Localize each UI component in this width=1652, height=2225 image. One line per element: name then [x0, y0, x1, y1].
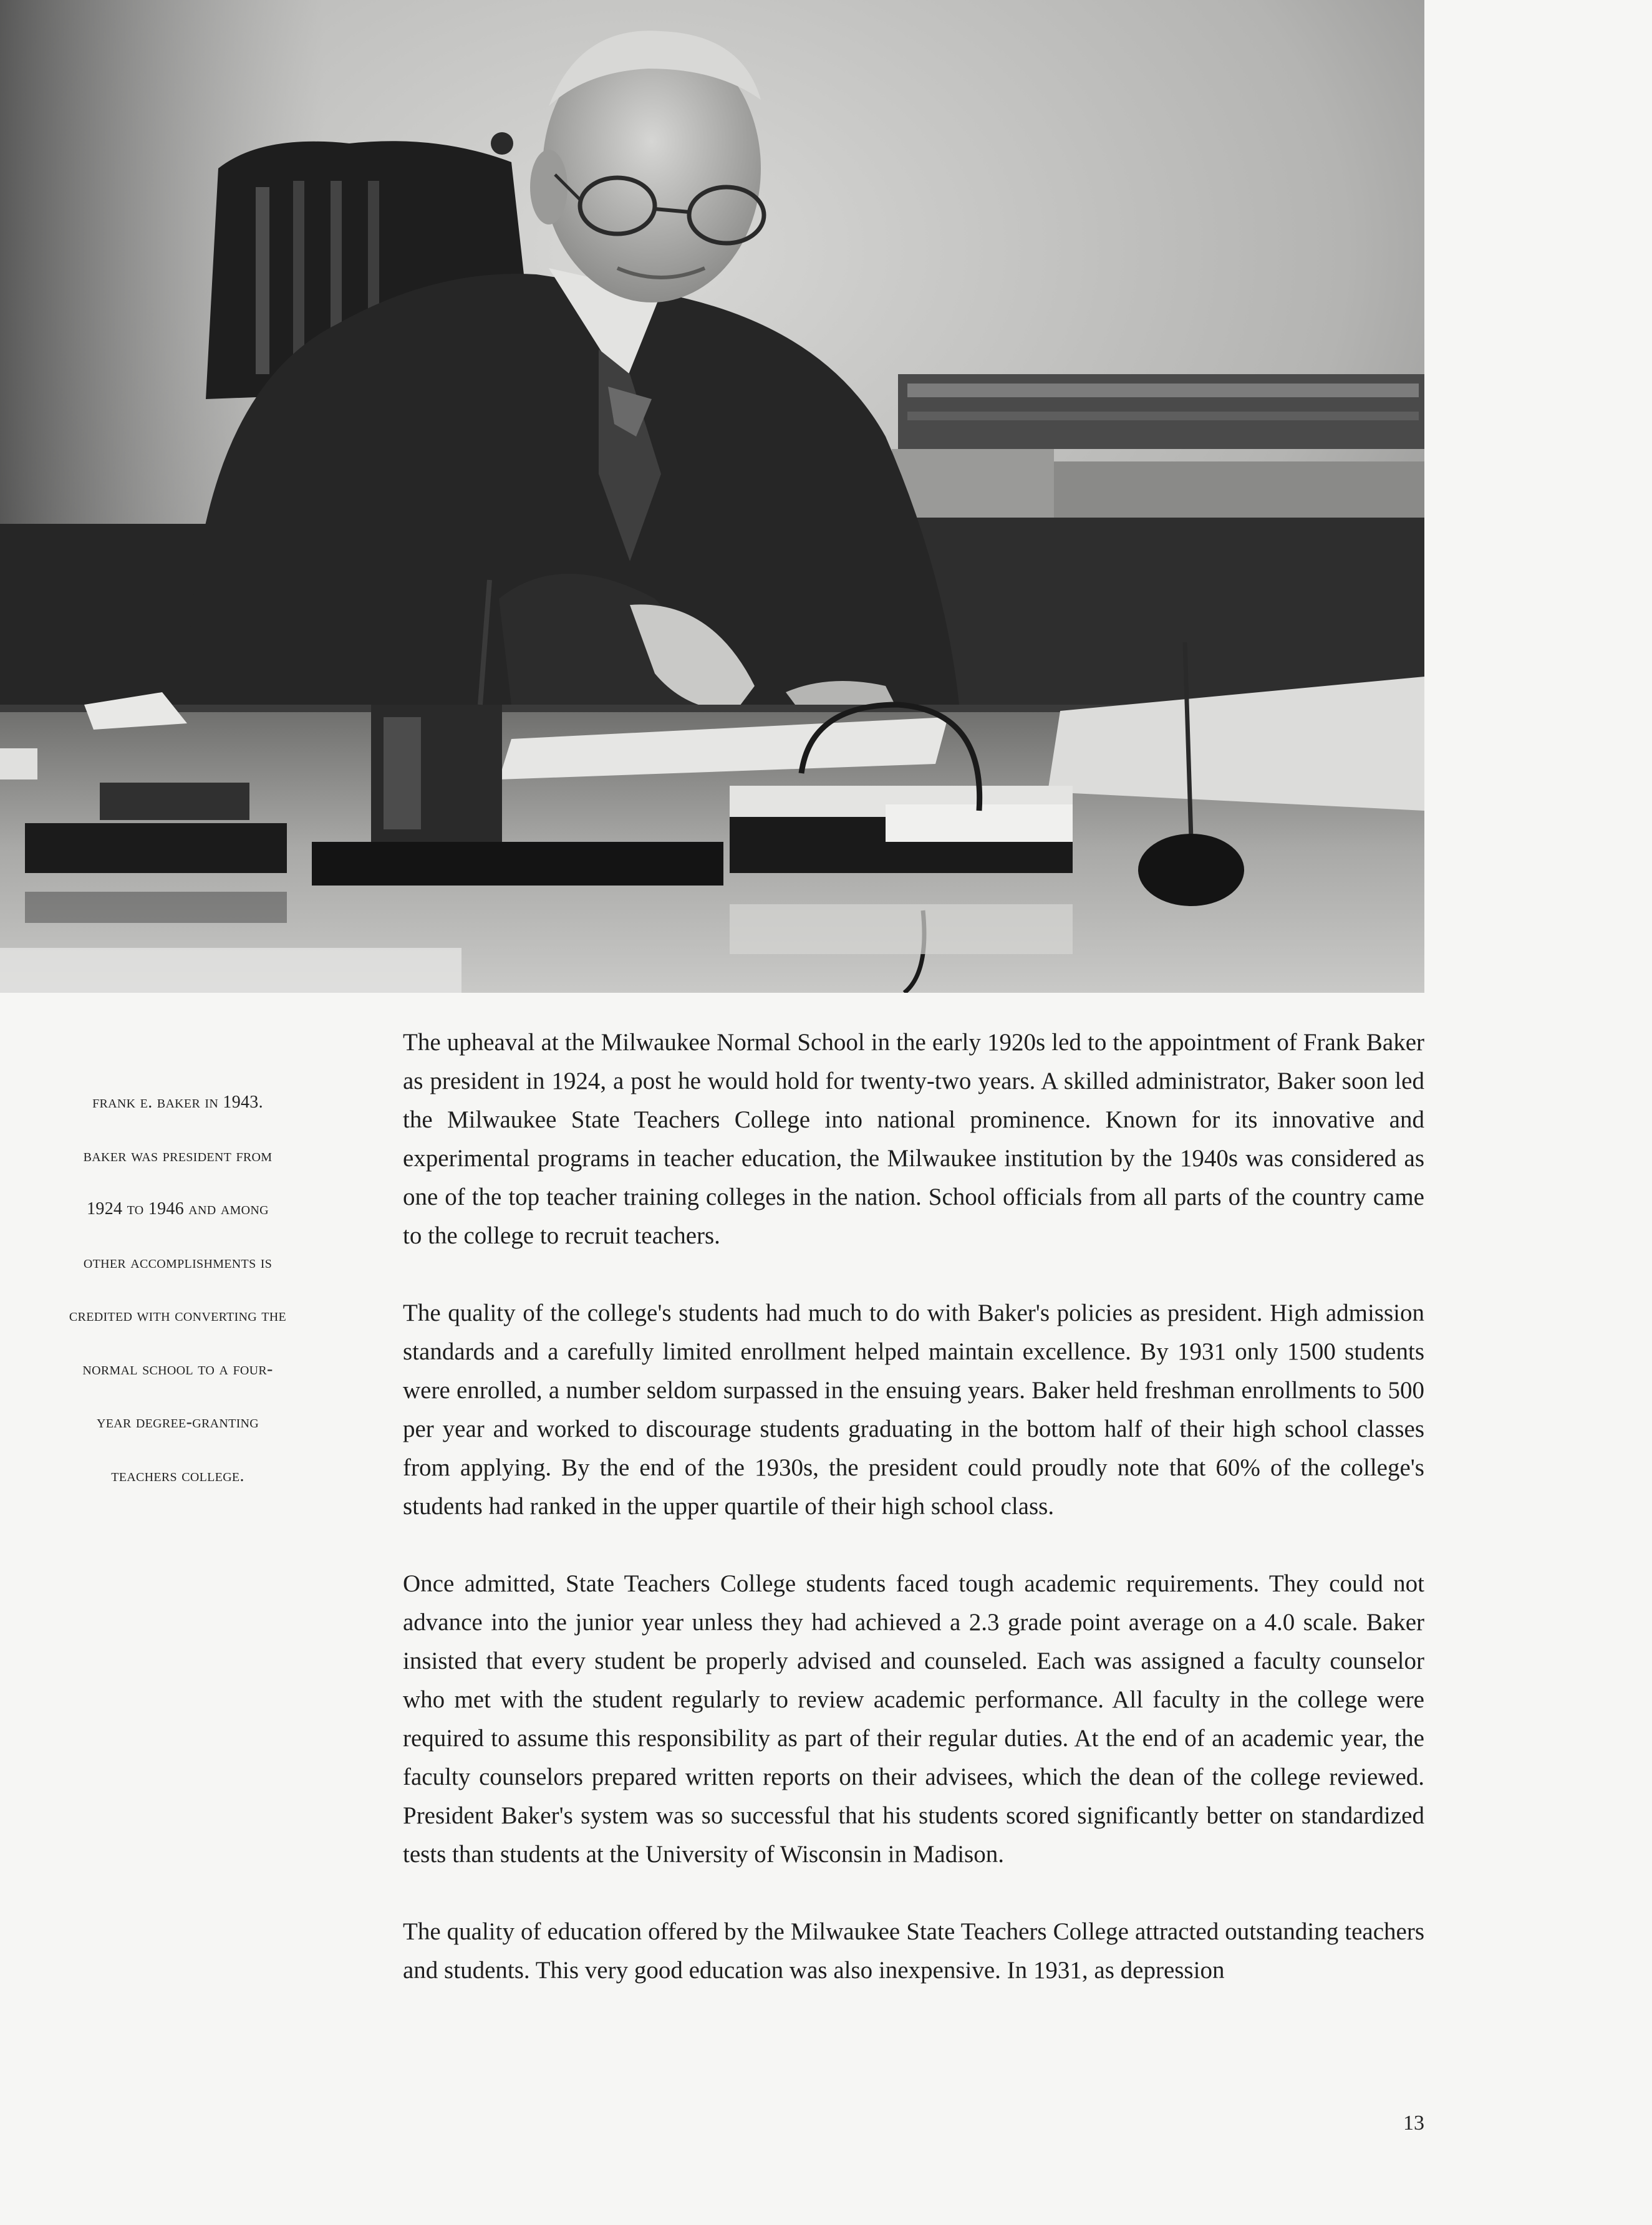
caption-line: normal school to a four-	[82, 1359, 273, 1379]
caption-line: baker was president from	[83, 1146, 273, 1166]
caption-line: year degree-granting	[96, 1412, 259, 1432]
caption-line: 1924 to 1946 and among	[87, 1199, 269, 1219]
caption-line: teachers college.	[111, 1465, 244, 1485]
photo-caption	[37, 1076, 318, 1502]
body-paragraph: The quality of the college's students had much to do with Baker's policies as president. High admission standards and a carefully limited enrollment helped maintain excellence. By 1931 only 1500 students were enrolled, a number seldom surpassed in the ensuing years. Baker held freshman enrollments to 500 per year and worked to discourage students graduating in the bottom half of their high school classes from applying. By the end of the 1930s, the president could proudly note that 60% of the college's students had ranked in the upper quartile of their high school class.	[403, 1300, 1424, 1520]
caption-line: frank e. baker in 1943.	[92, 1093, 263, 1112]
caption-line: credited with converting the	[69, 1306, 287, 1325]
body-paragraph: The upheaval at the Milwaukee Normal School in the early 1920s led to the appointment of Frank Baker as president in 1924, a post he would hold for twenty-two years. A skilled administrator, Baker soon led the Milwaukee State Teachers College into national prominence. Known for its innovative and experimental programs in teacher education, the Milwaukee institution by the 1940s was considered as one of the top teacher training colleges in the nation. School officials from all parts of the country came to the college to recruit teachers.	[403, 1029, 1424, 1249]
caption-line: other accomplishments is	[83, 1252, 273, 1272]
body-paragraph: The quality of education offered by the Milwaukee State Teachers College attracted outstanding teachers and students. This very good education was also inexpensive. In 1931, as depression	[403, 1918, 1424, 1984]
body-paragraph: Once admitted, State Teachers College students faced tough academic requirements. They could not advance into the junior year unless they had achieved a 2.3 grade point average on a 4.0 scale. Baker insisted that every student be properly advised and counseled. Each was assigned a faculty counselor who met with the student regularly to review academic performance. All faculty in the college were required to assume this responsibility as part of their regular duties. At the end of an academic year, the faculty counselors prepared written reports on their advisees, which the dean of the college reviewed. President Baker's system was so successful that his students scored significantly better on standardized tests than students at the University of Wisconsin in Madison.	[403, 1570, 1424, 1868]
article-body	[403, 1023, 1424, 1990]
page-number: 13	[1403, 2112, 1424, 2135]
portrait-photo	[0, 0, 1424, 993]
